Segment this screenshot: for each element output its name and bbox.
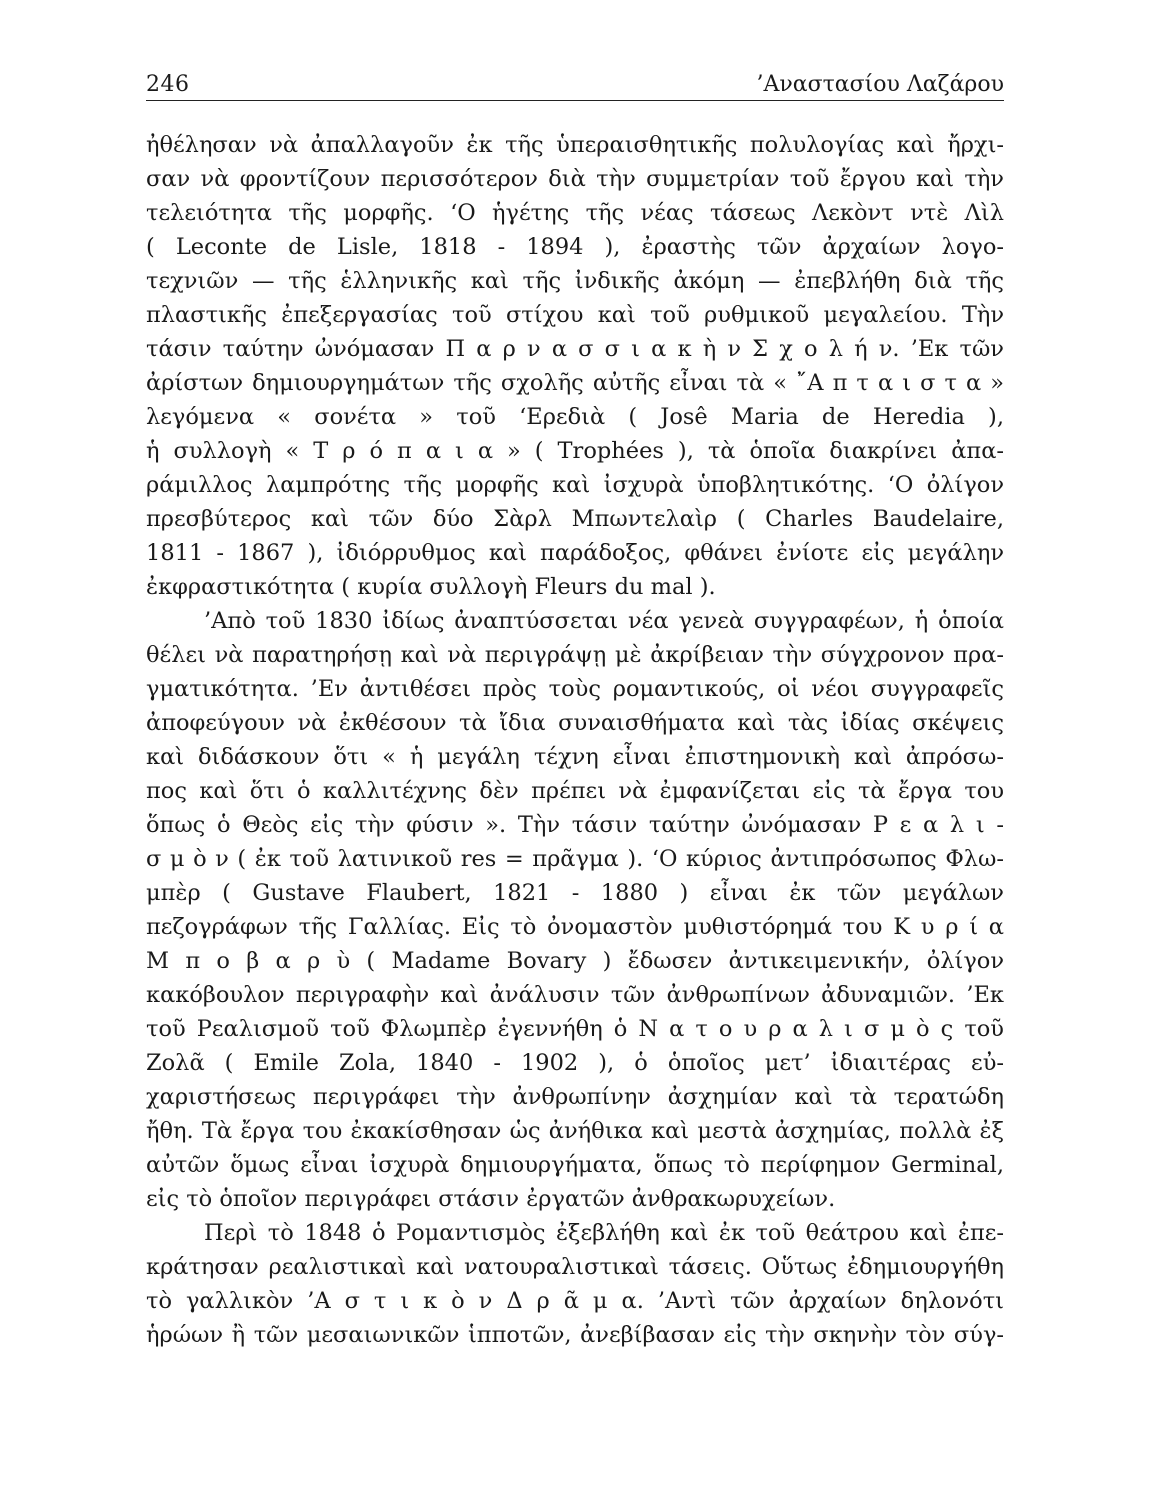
text-line: τὸ γαλλικὸν ’Α σ τ ι κ ὸ ν Δ ρ ᾶ μ α. ’Αντὶ τῶν ἀρχαίων δηλονότι (146, 1288, 1004, 1314)
text-line: αὐτῶν ὅμως εἶναι ἰσχυρὰ δημιουργήματα, ὅπως τὸ περίφημον Germinal, (146, 1152, 1004, 1178)
text-line: ράμιλλος λαμπρότης τῆς μορφῆς καὶ ἰσχυρὰ ὑποβλητικότης. ‘Ο ὀλίγον (146, 472, 1004, 498)
text-line: τάσιν ταύτην ὠνόμασαν Π α ρ ν α σ σ ι α κ ὴ ν Σ χ ο λ ή ν. ’Εκ τῶν (146, 336, 1004, 362)
text-line: ( Leconte de Lisle, 1818 - 1894 ), ἐραστὴς τῶν ἀρχαίων λογο- (146, 234, 1004, 260)
text-line: 1811 - 1867 ), ἰδιόρρυθμος καὶ παράδοξος, φθάνει ἐνίοτε εἰς μεγάλην (146, 540, 1004, 566)
text-line: χαριστήσεως περιγράφει τὴν ἀνθρωπίνην ἀσχημίαν καὶ τὰ τερατώδη (146, 1084, 1004, 1110)
text-line: γματικότητα. ’Εν ἀντιθέσει πρὸς τοὺς ρομαντικούς, οἱ νέοι συγγραφεῖς (146, 676, 1004, 702)
text-line: κράτησαν ρεαλιστικαὶ καὶ νατουραλιστικαὶ τάσεις. Οὕτως ἐδημιουργήθη (146, 1254, 1004, 1280)
text-line: ἠθέλησαν νὰ ἀπαλλαγοῦν ἐκ τῆς ὑπεραισθητικῆς πολυλογίας καὶ ἤρχι- (146, 132, 1004, 158)
text-line: λεγόμενα « σονέτα » τοῦ ‘Ερεδιὰ ( Josê Maria de Heredia ), (146, 404, 1004, 430)
page-header (146, 70, 1004, 100)
text-line: καὶ διδάσκουν ὅτι « ἡ μεγάλη τέχνη εἶναι ἐπιστημονικὴ καὶ ἀπρόσω- (146, 744, 1004, 770)
text-line: τοῦ Ρεαλισμοῦ τοῦ Φλωμπὲρ ἐγεννήθη ὁ Ν α τ ο υ ρ α λ ι σ μ ὸ ς τοῦ (146, 1016, 1004, 1042)
text-line: ἐκφραστικότητα ( κυρία συλλογὴ Fleurs du mal ). (146, 574, 716, 600)
header-rule (146, 100, 1004, 101)
text-line: Ζολᾶ ( Emile Zola, 1840 - 1902 ), ὁ ὁποῖος μετ’ ἰδιαιτέρας εὐ- (146, 1050, 1004, 1076)
body-text (146, 128, 1004, 1352)
text-line: ἡρώων ἢ τῶν μεσαιωνικῶν ἱπποτῶν, ἀνεβίβασαν εἰς τὴν σκηνὴν τὸν σύγ- (146, 1322, 1004, 1348)
running-head: ’Αναστασίου Λαζάρου (756, 72, 1004, 97)
text-line: σαν νὰ φροντίζουν περισσότερον διὰ τὴν συμμετρίαν τοῦ ἔργου καὶ τὴν (146, 166, 1004, 192)
text-line: κακόβουλον περιγραφὴν καὶ ἀνάλυσιν τῶν ἀνθρωπίνων ἀδυναμιῶν. ’Εκ (146, 982, 1004, 1008)
text-line: τεχνιῶν — τῆς ἑλληνικῆς καὶ τῆς ἰνδικῆς ἀκόμη — ἐπεβλήθη διὰ τῆς (146, 268, 1004, 294)
text-line: ἡ συλλογὴ « Τ ρ ό π α ι α » ( Trophées ), τὰ ὁποῖα διακρίνει ἀπα- (146, 438, 1004, 464)
page-number: 246 (146, 72, 190, 97)
text-line: πρεσβύτερος καὶ τῶν δύο Σὰρλ Μπωντελαὶρ ( Charles Baudelaire, (146, 506, 1004, 532)
text-line: πεζογράφων τῆς Γαλλίας. Εἰς τὸ ὀνομαστὸν μυθιστόρημά του Κ υ ρ ί α (146, 914, 1004, 940)
text-line: σ μ ὸ ν ( ἐκ τοῦ λατινικοῦ res = πρᾶγμα ). ‘Ο κύριος ἀντιπρόσωπος Φλω- (146, 846, 1004, 872)
text-line: ἀρίστων δημιουργημάτων τῆς σχολῆς αὐτῆς εἶναι τὰ « ῎Α π τ α ι σ τ α » (146, 370, 1004, 396)
text-line: ἀποφεύγουν νὰ ἐκθέσουν τὰ ἴδια συναισθήματα καὶ τὰς ἰδίας σκέψεις (146, 710, 1004, 736)
text-line: Μ π ο β α ρ ὺ ( Madame Bovary ) ἔδωσεν ἀντικειμενικήν, ὀλίγον (146, 948, 1004, 974)
text-line: ’Απὸ τοῦ 1830 ἰδίως ἀναπτύσσεται νέα γενεὰ συγγραφέων, ἡ ὁποία (204, 608, 1004, 634)
text-line: πος καὶ ὅτι ὁ καλλιτέχνης δὲν πρέπει νὰ ἐμφανίζεται εἰς τὰ ἔργα του (146, 778, 1004, 804)
text-line: μπὲρ ( Gustave Flaubert, 1821 - 1880 ) εἶναι ἐκ τῶν μεγάλων (146, 880, 1004, 906)
text-line: εἰς τὸ ὁποῖον περιγράφει στάσιν ἐργατῶν ἀνθρακωρυχείων. (146, 1186, 836, 1212)
text-line: πλαστικῆς ἐπεξεργασίας τοῦ στίχου καὶ τοῦ ρυθμικοῦ μεγαλείου. Τὴν (146, 302, 1004, 328)
text-line: Περὶ τὸ 1848 ὁ Ρομαντισμὸς ἐξεβλήθη καὶ ἐκ τοῦ θεάτρου καὶ ἐπε- (204, 1220, 1004, 1246)
text-line: τελειότητα τῆς μορφῆς. ‘Ο ἡγέτης τῆς νέας τάσεως Λεκὸντ ντὲ Λὶλ (146, 200, 1004, 226)
text-line: ἤθη. Τὰ ἔργα του ἐκακίσθησαν ὡς ἀνήθικα καὶ μεστὰ ἀσχημίας, πολλὰ ἐξ (146, 1118, 1004, 1144)
text-line: ὅπως ὁ Θεὸς εἰς τὴν φύσιν ». Τὴν τάσιν ταύτην ὠνόμασαν Ρ ε α λ ι - (146, 812, 1004, 838)
text-line: θέλει νὰ παρατηρήσῃ καὶ νὰ περιγράψῃ μὲ ἀκρίβειαν τὴν σύγχρονον πρα- (146, 642, 1004, 668)
